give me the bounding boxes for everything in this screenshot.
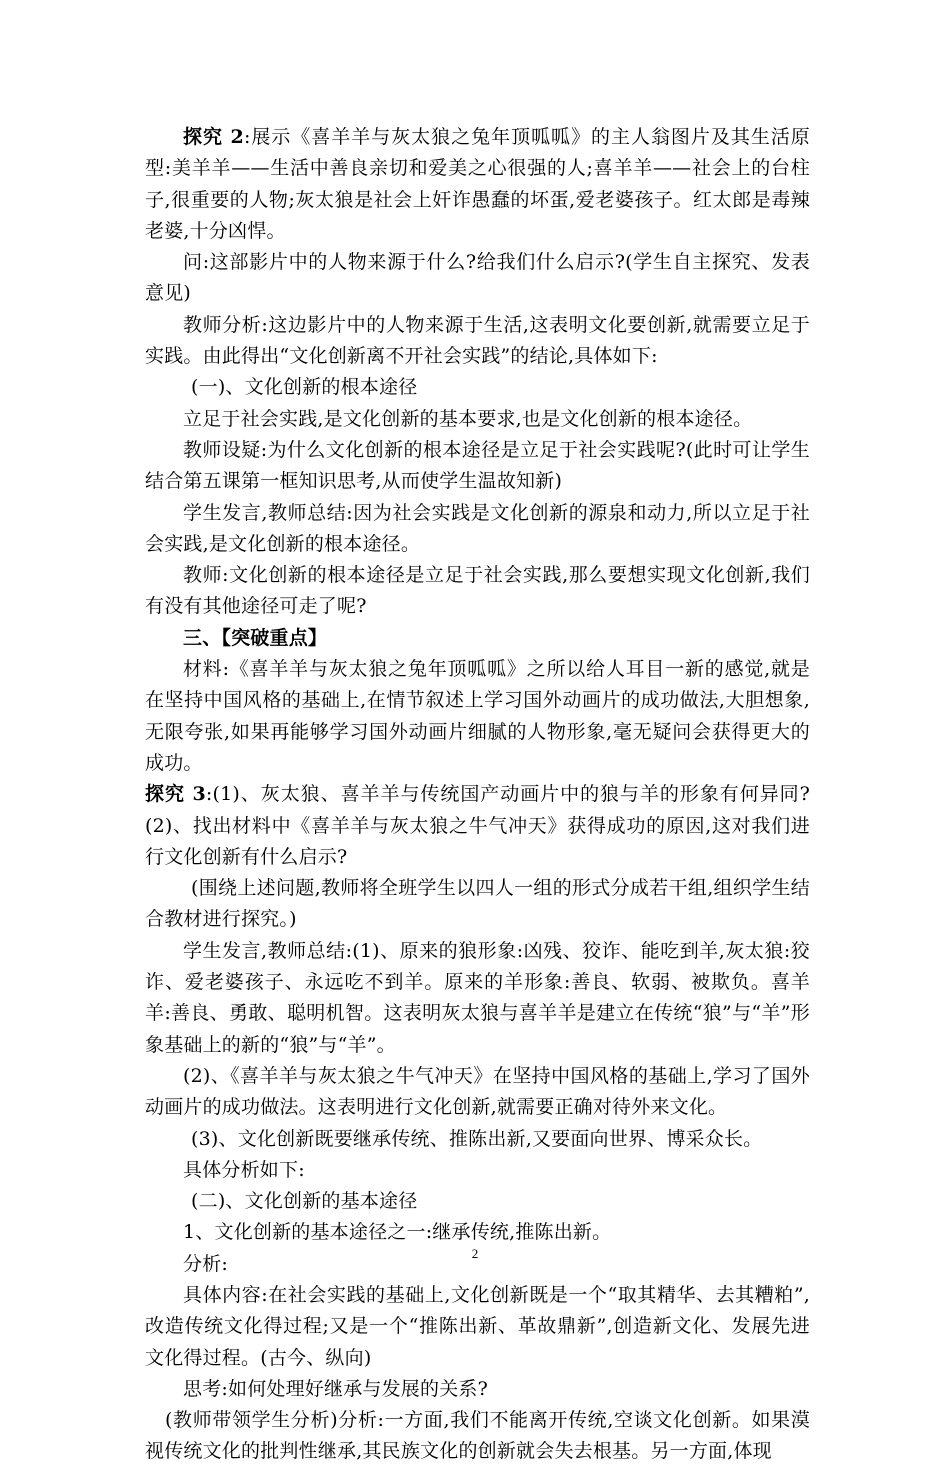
paragraph-student-summary: 学生发言,教师总结:因为社会实践是文化创新的源泉和动力,所以立足于社会实践,是文化创新的根本途径。 <box>145 501 810 555</box>
paragraph-teacher-guided-analysis: (教师带领学生分析)分析:一方面,我们不能离开传统,空谈文化创新。如果漠视传统文化的批判性继承,其民族文化的创新就会失去根基。另一方面,体现 <box>145 1409 810 1463</box>
paragraph-teacher-transition: 教师:文化创新的根本途径是立足于社会实践,那么要想实现文化创新,我们有没有其他途径可走了呢? <box>145 564 810 618</box>
paragraph-student-answer-1: 学生发言,教师总结:(1)、原来的狼形象:凶残、狡诈、能吃到羊,灰太狼:狡诈、爱老婆孩子、永远吃不到羊。原来的羊形象:善良、软弱、被欺负。喜羊羊:善良、勇敢、聪明机智。这表明灰太狼与喜羊羊是建立在传统“狼”与“羊”形象基础上的新的“狼”与“羊”。 <box>145 939 810 1056</box>
paragraph-explore-2: 探究 2:展示《喜羊羊与灰太狼之兔年顶呱呱》的主人翁图片及其生活原型:美羊羊——生活中善良亲切和爱美之心很强的人;喜羊羊——社会上的台柱子,很重要的人物;灰太狼是社会上奸诈愚蠢的坏蛋,爱老婆孩子。红太郎是毒辣老婆,十分凶悍。 <box>145 126 811 242</box>
paragraph-material: 材料:《喜羊羊与灰太狼之兔年顶呱呱》之所以给人耳目一新的感觉,就是在坚持中国风格的基础上,在情节叙述上学习国外动画片的成功做法,大胆想象,无限夸张,如果再能够学习国外动画片细腻的人物形象,毫无疑问会获得更大的成功。 <box>145 658 810 774</box>
paragraph-group-work: (围绕上述问题,教师将全班学生以四人一组的形式分成若干组,组织学生结合教材进行探究。) <box>145 877 810 931</box>
paragraph-specific-content: 具体内容:在社会实践的基础上,文化创新既是一个“取其精华、去其糟粕”,改造传统文化得过程;又是一个“推陈出新、革故鼎新”,创造新文化、发展先进文化得过程。(古今、纵向) <box>145 1283 810 1369</box>
explore-3-label: 探究 3 <box>145 783 206 806</box>
paragraph-basic-path-1: 1、文化创新的基本途径之一:继承传统,推陈出新。 <box>183 1221 612 1244</box>
page-number: 2 <box>471 1246 479 1261</box>
explore-2-label: 探究 2 <box>183 126 244 148</box>
paragraph-statement: 立足于社会实践,是文化创新的基本要求,也是文化创新的根本途径。 <box>183 407 753 430</box>
paragraph-think: 思考:如何处理好继承与发展的关系? <box>183 1377 488 1400</box>
section-heading-2: (二)、文化创新的基本途径 <box>191 1190 418 1213</box>
paragraph-student-answer-2: (2)、《喜羊羊与灰太狼之牛气冲天》在坚持中国风格的基础上,学习了国外动画片的成功做法。这表明进行文化创新,就需要正确对待外来文化。 <box>145 1064 810 1119</box>
section-heading-1: (一)、文化创新的根本途径 <box>191 376 418 399</box>
heading-key-points: 三、【突破重点】 <box>183 626 328 649</box>
paragraph-analysis-label: 分析: <box>183 1252 229 1275</box>
paragraph-explore-3: 探究 3:(1)、灰太狼、喜羊羊与传统国产动画片中的狼与羊的形象有何异同?(2)、找出材料中《喜羊羊与灰太狼之牛气冲天》获得成功的原因,这对我们进行文化创新有什么启示? <box>145 783 811 868</box>
body-text <box>145 122 810 1468</box>
paragraph-student-answer-3: (3)、文化创新既要继承传统、推陈出新,又要面向世界、博采众长。 <box>191 1127 763 1150</box>
paragraph-question: 问:这部影片中的人物来源于什么?给我们什么启示?(学生自主探究、发表意见) <box>145 251 810 305</box>
paragraph-teacher-analysis: 教师分析:这边影片中的人物来源于生活,这表明文化要创新,就需要立足于实践。由此得出“文化创新离不开社会实践”的结论,具体如下: <box>145 313 810 368</box>
paragraph-teacher-question: 教师设疑:为什么文化创新的根本途径是立足于社会实践呢?(此时可让学生结合第五课第一框知识思考,从而使学生温故知新) <box>145 438 810 493</box>
paragraph-analysis-intro: 具体分析如下: <box>183 1158 305 1181</box>
